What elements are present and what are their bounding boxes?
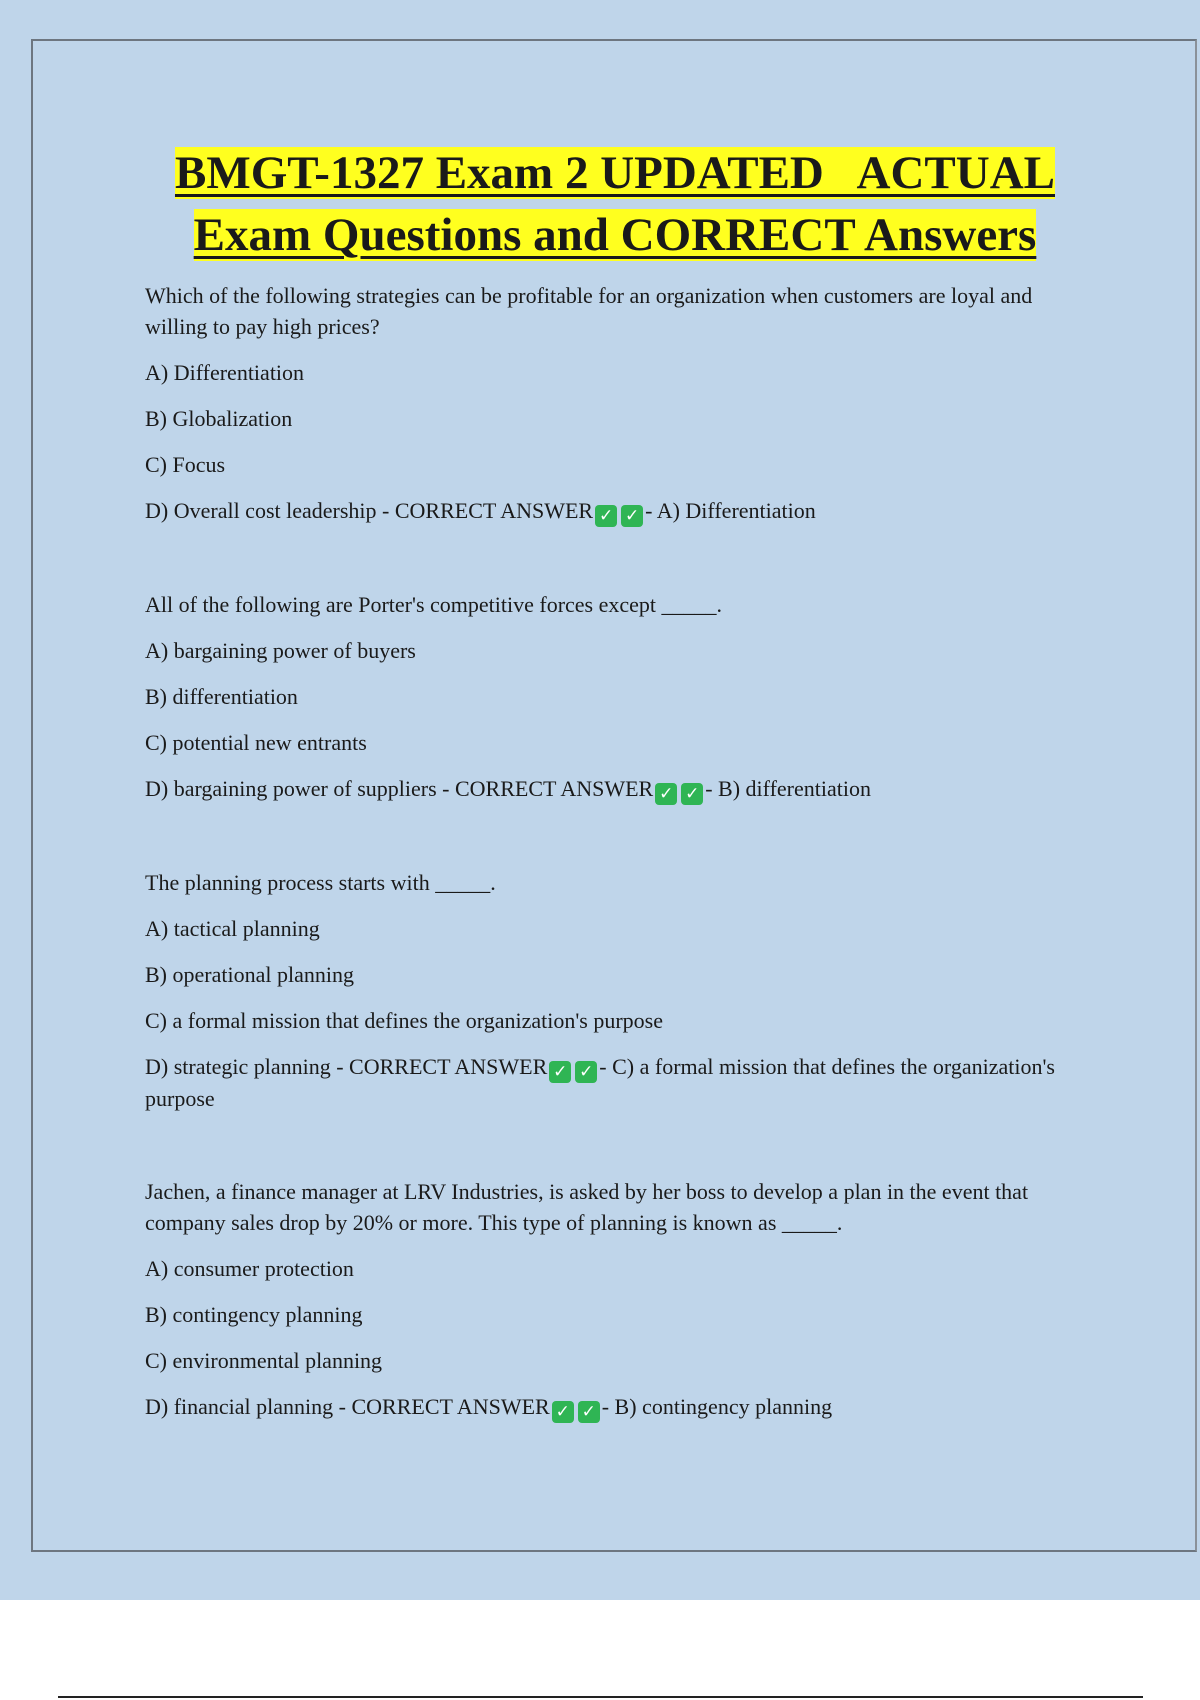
option-a: A) Differentiation — [145, 360, 305, 385]
option-b: B) operational planning — [145, 962, 354, 987]
check-box-icon: ✓ — [621, 505, 643, 527]
footer-rule — [58, 1696, 1143, 1698]
option-c: C) environmental planning — [145, 1348, 383, 1373]
option-b: B) Globalization — [145, 406, 293, 431]
question-text: The planning process starts with _____. — [145, 870, 496, 895]
correct-answer: - B) differentiation — [705, 776, 871, 801]
question-text: All of the following are Porter's competitive forces except _____. — [145, 592, 723, 617]
option-b: B) differentiation — [145, 684, 298, 709]
option-d-with-answer — [145, 773, 1085, 805]
correct-answer: - A) Differentiation — [645, 498, 816, 523]
option-d-with-answer — [145, 1051, 1085, 1114]
check-box-icon: ✓ — [655, 783, 677, 805]
question-block — [145, 1176, 1085, 1423]
option-d-with-answer — [145, 1391, 1085, 1423]
check-box-icon: ✓ — [595, 505, 617, 527]
option-a: A) tactical planning — [145, 916, 320, 941]
option-b: B) contingency planning — [145, 1302, 363, 1327]
question-block — [145, 280, 1085, 527]
option-a: A) bargaining power of buyers — [145, 638, 416, 663]
option-a: A) consumer protection — [145, 1256, 354, 1281]
question-block — [145, 867, 1085, 1114]
option-c: C) Focus — [145, 452, 226, 477]
option-d: D) Overall cost leadership - CORRECT ANSWER — [145, 498, 594, 523]
question-text: Which of the following strategies can be profitable for an organization when customers are loyal and willing to pay high prices? — [145, 283, 1033, 339]
question-block — [145, 589, 1085, 805]
correct-answer: - B) contingency planning — [601, 1394, 833, 1419]
check-box-icon: ✓ — [552, 1401, 574, 1423]
question-text: Jachen, a finance manager at LRV Industries, is asked by her boss to develop a plan in the event that company sales drop by 20% or more. This type of planning is known as _____. — [145, 1179, 1029, 1235]
title-line-2: Exam Questions and CORRECT Answers — [193, 209, 1037, 261]
check-box-icon: ✓ — [578, 1401, 600, 1423]
option-d: D) bargaining power of suppliers - CORRECT ANSWER — [145, 776, 654, 801]
check-box-icon: ✓ — [575, 1061, 597, 1083]
option-d-with-answer — [145, 495, 1085, 527]
title-line-1: BMGT-1327 Exam 2 UPDATED ACTUAL — [174, 147, 1055, 199]
option-d: D) financial planning - CORRECT ANSWER — [145, 1394, 550, 1419]
option-c: C) a formal mission that defines the organization's purpose — [145, 1008, 663, 1033]
option-d: D) strategic planning - CORRECT ANSWER — [145, 1054, 548, 1079]
correct-answer: - C) a formal mission that defines the organization's purpose — [145, 1054, 1055, 1111]
option-c: C) potential new entrants — [145, 730, 367, 755]
document-title — [40, 142, 1190, 266]
questions-list — [145, 280, 1085, 1485]
check-box-icon: ✓ — [681, 783, 703, 805]
check-box-icon: ✓ — [549, 1061, 571, 1083]
